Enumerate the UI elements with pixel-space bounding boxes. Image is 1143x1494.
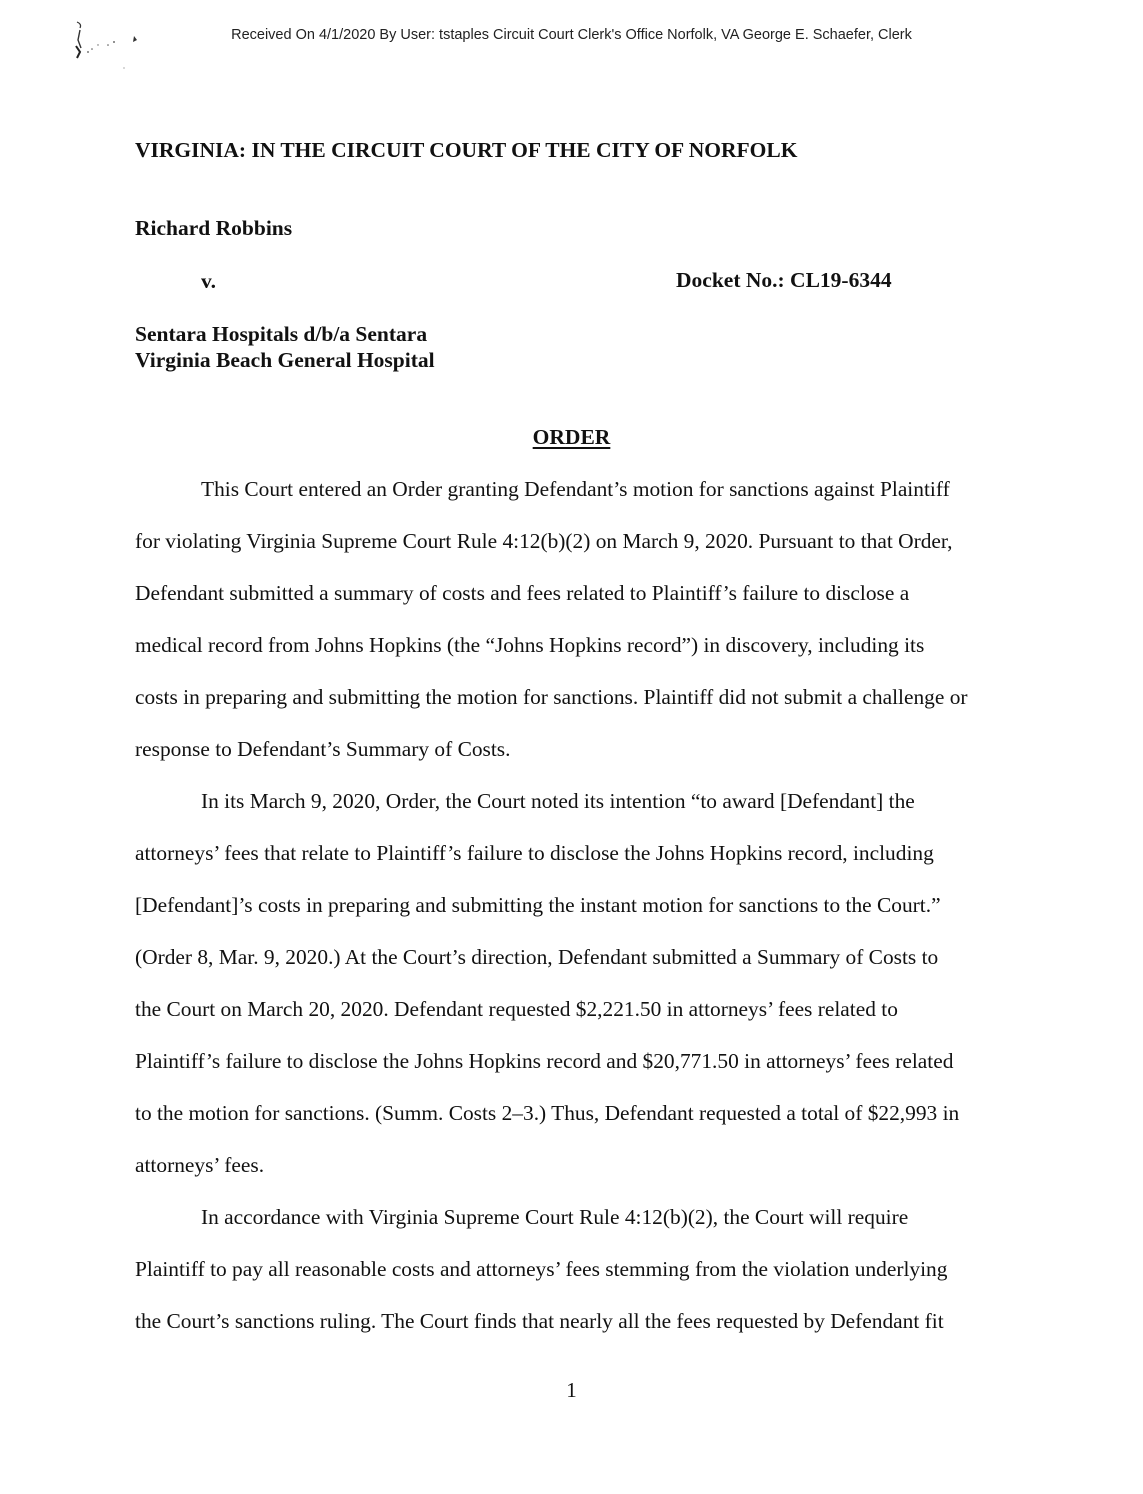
clerk-received-stamp: Received On 4/1/2020 By User: tstaples Circuit Court Clerk's Office Norfolk, VA George E. Schaefer, Clerk bbox=[231, 27, 912, 43]
defendant-name bbox=[135, 321, 435, 373]
defendant-name-line-1: Sentara Hospitals d/b/a Sentara bbox=[135, 322, 428, 346]
body-line-11: the Court on March 20, 2020. Defendant requested $2,221.50 in attorneys’ fees related to bbox=[135, 997, 898, 1021]
body-line-9: [Defendant]’s costs in preparing and submitting the instant motion for sanctions to the Court.” bbox=[135, 893, 941, 917]
scan-speckle-marks bbox=[68, 18, 148, 88]
body-line-7: In its March 9, 2020, Order, the Court noted its intention “to award [Defendant] the bbox=[201, 789, 915, 813]
body-line-10: (Order 8, Mar. 9, 2020.) At the Court’s direction, Defendant submitted a Summary of Costs to bbox=[135, 945, 939, 969]
body-line-5: costs in preparing and submitting the motion for sanctions. Plaintiff did not submit a challenge or bbox=[135, 685, 968, 709]
court-heading: VIRGINIA: IN THE CIRCUIT COURT OF THE CITY OF NORFOLK bbox=[135, 138, 798, 162]
body-line-12: Plaintiff’s failure to disclose the Johns Hopkins record and $20,771.50 in attorneys’ fees related bbox=[135, 1049, 954, 1073]
docket-number: Docket No.: CL19-6344 bbox=[676, 268, 892, 292]
defendant-name-line-2: Virginia Beach General Hospital bbox=[135, 348, 435, 372]
body-line-4: medical record from Johns Hopkins (the “Johns Hopkins record”) in discovery, including its bbox=[135, 633, 925, 657]
body-line-13: to the motion for sanctions. (Summ. Costs 2–3.) Thus, Defendant requested a total of $22,993 in bbox=[135, 1101, 960, 1125]
body-line-17: the Court’s sanctions ruling. The Court finds that nearly all the fees requested by Defendant fit bbox=[135, 1309, 944, 1333]
body-line-2: for violating Virginia Supreme Court Rule 4:12(b)(2) on March 9, 2020. Pursuant to that Order, bbox=[135, 529, 953, 553]
body-line-15: In accordance with Virginia Supreme Court Rule 4:12(b)(2), the Court will require bbox=[201, 1205, 909, 1229]
body-line-16: Plaintiff to pay all reasonable costs and attorneys’ fees stemming from the violation underlying bbox=[135, 1257, 948, 1281]
order-title: ORDER bbox=[532, 425, 611, 449]
body-line-8: attorneys’ fees that relate to Plaintiff’s failure to disclose the Johns Hopkins record, including bbox=[135, 841, 934, 865]
body-line-1: This Court entered an Order granting Defendant’s motion for sanctions against Plaintiff bbox=[201, 477, 950, 501]
plaintiff-name: Richard Robbins bbox=[135, 216, 293, 240]
body-line-14: attorneys’ fees. bbox=[135, 1153, 265, 1177]
page-number: 1 bbox=[566, 1378, 577, 1402]
body-line-6: response to Defendant’s Summary of Costs. bbox=[135, 737, 511, 761]
body-line-3: Defendant submitted a summary of costs and fees related to Plaintiff’s failure to disclose a bbox=[135, 581, 910, 605]
versus-label: v. bbox=[201, 269, 216, 293]
